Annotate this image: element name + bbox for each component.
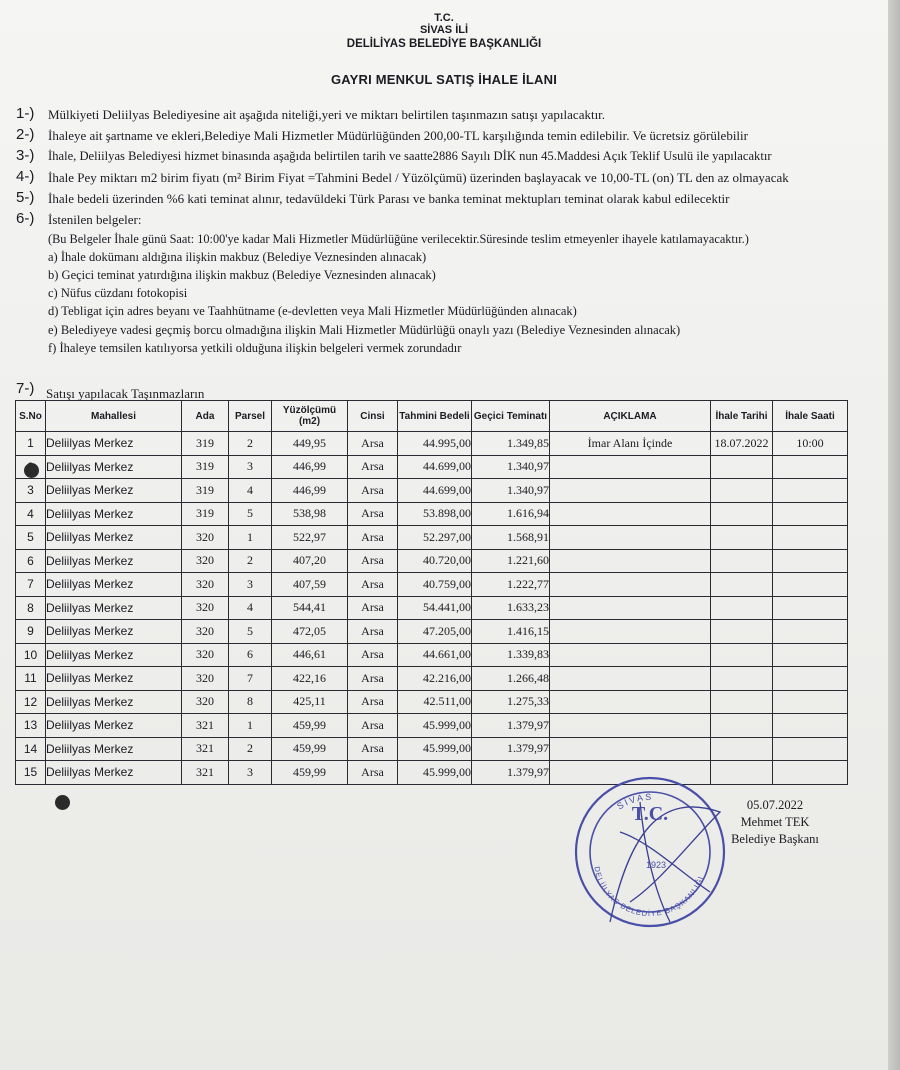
cell-deposit: 1.379,97 [472, 737, 550, 761]
table-row [16, 643, 848, 667]
document-item-b: b) Geçici teminat yatırdığına ilişkin makbuz (Belediye Veznesinden alınacak) [48, 268, 436, 282]
cell-area: 422,16 [272, 667, 348, 691]
cell-description [550, 714, 711, 738]
cell-auction-time [773, 455, 848, 479]
cell-parcel: 3 [229, 761, 272, 785]
cell-area: 449,95 [272, 432, 348, 456]
cell-type: Arsa [348, 502, 398, 526]
seal-year: 1923 [645, 860, 667, 870]
cell-description [550, 549, 711, 573]
cell-auction-time [773, 526, 848, 550]
clause-2-text: İhaleye ait şartname ve ekleri,Belediye Mali Hizmetler Müdürlüğünden 200,00-TL karşılığında temin edilebilir. Ve ücretsiz görülebilir [48, 128, 748, 143]
cell-description [550, 643, 711, 667]
cell-estimated-value: 45.999,00 [398, 714, 472, 738]
cell-auction-time [773, 690, 848, 714]
clause-1-number: 1-) [16, 105, 35, 122]
cell-description [550, 596, 711, 620]
clause-4-number: 4-) [16, 168, 35, 185]
cell-estimated-value: 44.661,00 [398, 643, 472, 667]
header-municipality: DELİLİYAS BELEDİYE BAŞKANLIĞI [346, 38, 542, 50]
table-row [16, 479, 848, 503]
cell-estimated-value: 44.995,00 [398, 432, 472, 456]
cell-area: 459,99 [272, 761, 348, 785]
clause-4-text: İhale Pey miktarı m2 birim fiyatı (m² Birim Fiyat =Tahmini Bedel / Yüzölçümü) üzerinden başlayacak ve 10,00-TL (on) TL den az olmayacak [48, 170, 789, 185]
cell-description [550, 502, 711, 526]
cell-sno: 15 [16, 761, 46, 785]
document-item-d: d) Tebligat için adres beyanı ve Taahhütname (e-devletten veya Mali Hizmetler Müdürlüğünden alınacak) [48, 304, 577, 318]
clause-3-text: İhale, Deliilyas Belediyesi hizmet binasında aşağıda belirtilen tarih ve saatte2886 Sayılı DİK nun 45.Maddesi Açık Teklif Usulü ile yapılacaktır [48, 149, 772, 163]
cell-sno: 4 [16, 502, 46, 526]
cell-auction-time [773, 761, 848, 785]
cell-neighborhood: Deliilyas Merkez [46, 432, 182, 456]
cell-block: 320 [182, 573, 229, 597]
header-block: Ada [182, 401, 229, 432]
cell-auction-date [711, 573, 773, 597]
cell-description [550, 737, 711, 761]
cell-auction-date [711, 455, 773, 479]
cell-estimated-value: 42.511,00 [398, 690, 472, 714]
table-row [16, 714, 848, 738]
table-row [16, 690, 848, 714]
cell-deposit: 1.616,94 [472, 502, 550, 526]
cell-type: Arsa [348, 479, 398, 503]
cell-parcel: 1 [229, 714, 272, 738]
cell-auction-time: 10:00 [773, 432, 848, 456]
cell-auction-date [711, 526, 773, 550]
cell-description [550, 479, 711, 503]
punch-hole-top [24, 463, 39, 478]
cell-type: Arsa [348, 596, 398, 620]
cell-parcel: 4 [229, 479, 272, 503]
cell-auction-time [773, 479, 848, 503]
cell-area: 459,99 [272, 737, 348, 761]
table-caption: Satışı yapılacak Taşınmazların [46, 386, 205, 401]
cell-block: 320 [182, 690, 229, 714]
cell-deposit: 1.379,97 [472, 714, 550, 738]
cell-neighborhood: Deliilyas Merkez [46, 526, 182, 550]
header-description: AÇIKLAMA [550, 401, 711, 432]
cell-block: 320 [182, 620, 229, 644]
cell-type: Arsa [348, 455, 398, 479]
cell-auction-time [773, 737, 848, 761]
cell-auction-time [773, 596, 848, 620]
cell-neighborhood: Deliilyas Merkez [46, 690, 182, 714]
clause-6-number: 6-) [16, 210, 35, 227]
document-item-c: c) Nüfus cüzdanı fotokopisi [48, 286, 188, 300]
cell-auction-date [711, 549, 773, 573]
cell-parcel: 5 [229, 620, 272, 644]
cell-block: 319 [182, 432, 229, 456]
cell-parcel: 2 [229, 549, 272, 573]
cell-parcel: 2 [229, 432, 272, 456]
clause-2-number: 2-) [16, 126, 35, 143]
cell-area: 446,99 [272, 479, 348, 503]
cell-auction-date [711, 596, 773, 620]
cell-block: 321 [182, 737, 229, 761]
cell-area: 522,97 [272, 526, 348, 550]
header-province: SİVAS İLİ [419, 24, 469, 36]
header-parcel: Parsel [229, 401, 272, 432]
cell-auction-date [711, 714, 773, 738]
cell-sno: 7 [16, 573, 46, 597]
cell-type: Arsa [348, 737, 398, 761]
cell-auction-time [773, 502, 848, 526]
header-sno: S.No [16, 401, 46, 432]
cell-neighborhood: Deliilyas Merkez [46, 761, 182, 785]
cell-area: 446,61 [272, 643, 348, 667]
cell-area: 472,05 [272, 620, 348, 644]
cell-description [550, 667, 711, 691]
cell-deposit: 1.568,91 [472, 526, 550, 550]
cell-area: 425,11 [272, 690, 348, 714]
cell-estimated-value: 44.699,00 [398, 479, 472, 503]
cell-block: 320 [182, 667, 229, 691]
cell-type: Arsa [348, 643, 398, 667]
cell-parcel: 2 [229, 737, 272, 761]
header-auction-time: İhale Saati [773, 401, 848, 432]
cell-neighborhood: Deliilyas Merkez [46, 455, 182, 479]
cell-auction-date [711, 502, 773, 526]
cell-estimated-value: 42.216,00 [398, 667, 472, 691]
cell-auction-date [711, 667, 773, 691]
cell-deposit: 1.275,33 [472, 690, 550, 714]
cell-auction-time [773, 573, 848, 597]
table-row [16, 549, 848, 573]
table-row [16, 502, 848, 526]
cell-auction-time [773, 714, 848, 738]
header-estimated-value: Tahmini Bedeli [398, 401, 472, 432]
cell-neighborhood: Deliilyas Merkez [46, 737, 182, 761]
cell-neighborhood: Deliilyas Merkez [46, 502, 182, 526]
cell-sno: 12 [16, 690, 46, 714]
table-row [16, 432, 848, 456]
cell-type: Arsa [348, 714, 398, 738]
cell-deposit: 1.221,60 [472, 549, 550, 573]
cell-sno: 6 [16, 549, 46, 573]
header-auction-date: İhale Tarihi [711, 401, 773, 432]
cell-deposit: 1.349,85 [472, 432, 550, 456]
seal-center-text: T.C. [631, 803, 669, 825]
cell-deposit: 1.266,48 [472, 667, 550, 691]
cell-auction-time [773, 549, 848, 573]
clause-5-number: 5-) [16, 189, 35, 206]
property-table [15, 400, 848, 785]
cell-sno: 13 [16, 714, 46, 738]
table-header-row [16, 401, 848, 432]
punch-hole-bottom [55, 795, 70, 810]
cell-auction-time [773, 620, 848, 644]
document-item-a: a) İhale dokümanı aldığına ilişkin makbuz (Belediye Veznesinden alınacak) [48, 250, 427, 264]
document-item-e: e) Belediyeye vadesi geçmiş borcu olmadığına ilişkin Mali Hizmetler Müdürlüğü onaylı yazı (Belediye Veznesinden alınacak) [48, 323, 681, 337]
cell-estimated-value: 45.999,00 [398, 761, 472, 785]
cell-description [550, 620, 711, 644]
cell-description [550, 690, 711, 714]
cell-block: 319 [182, 479, 229, 503]
cell-auction-time [773, 643, 848, 667]
municipality-seal [570, 772, 730, 932]
signature-date: 05.07.2022 [746, 798, 804, 812]
document-item-f: f) İhaleye temsilen katılıyorsa yetkili olduğuna ilişkin belgeleri vermek zorundadır [48, 341, 462, 355]
cell-type: Arsa [348, 667, 398, 691]
cell-area: 459,99 [272, 714, 348, 738]
cell-deposit: 1.633,23 [472, 596, 550, 620]
cell-parcel: 3 [229, 573, 272, 597]
cell-block: 320 [182, 549, 229, 573]
seal-ring-top-text: SİVAS [615, 791, 654, 812]
cell-block: 320 [182, 596, 229, 620]
cell-neighborhood: Deliilyas Merkez [46, 667, 182, 691]
cell-description [550, 526, 711, 550]
header-neighborhood: Mahallesi [46, 401, 182, 432]
cell-auction-date [711, 737, 773, 761]
cell-auction-date [711, 690, 773, 714]
signature-name: Mehmet TEK [740, 815, 810, 829]
cell-neighborhood: Deliilyas Merkez [46, 643, 182, 667]
cell-description: İmar Alanı İçinde [550, 432, 711, 456]
table-row [16, 667, 848, 691]
cell-auction-date [711, 643, 773, 667]
clause-6-text: İstenilen belgeler: [48, 212, 142, 227]
header-tc: T.C. [434, 12, 454, 24]
cell-deposit: 1.416,15 [472, 620, 550, 644]
cell-auction-date [711, 479, 773, 503]
cell-deposit: 1.340,97 [472, 455, 550, 479]
cell-type: Arsa [348, 573, 398, 597]
clause-5-text: İhale bedeli üzerinden %6 kati teminat alınır, tedavüldeki Türk Parası ve banka teminat mektupları teminat olarak kabul edilecektir [48, 191, 730, 206]
seal-ring-bottom-text: DELİİLYAS BELEDİYE BAŞKANLIĞI [592, 865, 706, 919]
cell-description [550, 455, 711, 479]
cell-sno: 1 [16, 432, 46, 456]
document-title: GAYRI MENKUL SATIŞ İHALE İLANI [330, 72, 558, 87]
cell-parcel: 3 [229, 455, 272, 479]
cell-sno: 8 [16, 596, 46, 620]
cell-auction-date: 18.07.2022 [711, 432, 773, 456]
cell-sno: 10 [16, 643, 46, 667]
cell-parcel: 7 [229, 667, 272, 691]
cell-type: Arsa [348, 690, 398, 714]
cell-neighborhood: Deliilyas Merkez [46, 620, 182, 644]
cell-sno: 3 [16, 479, 46, 503]
cell-block: 321 [182, 714, 229, 738]
cell-sno: 5 [16, 526, 46, 550]
header-area: Yüzölçümü (m2) [272, 401, 348, 432]
table-row [16, 596, 848, 620]
cell-neighborhood: Deliilyas Merkez [46, 549, 182, 573]
cell-block: 321 [182, 761, 229, 785]
cell-area: 544,41 [272, 596, 348, 620]
cell-area: 538,98 [272, 502, 348, 526]
cell-estimated-value: 53.898,00 [398, 502, 472, 526]
clause-1-text: Mülkiyeti Deliilyas Belediyesine ait aşağıda niteliği,yeri ve miktarı belirtilen taşınmazın satışı yapılacaktır. [48, 107, 606, 122]
documents-note: (Bu Belgeler İhale günü Saat: 10:00'ye kadar Mali Hizmetler Müdürlüğüne verilecektir.Süresinde teslim etmeyenler ihayele katılamayacaktır.) [48, 232, 749, 246]
cell-type: Arsa [348, 761, 398, 785]
cell-parcel: 6 [229, 643, 272, 667]
cell-estimated-value: 47.205,00 [398, 620, 472, 644]
section-7-number: 7-) [16, 380, 35, 397]
cell-auction-time [773, 667, 848, 691]
cell-sno: 14 [16, 737, 46, 761]
cell-deposit: 1.339,83 [472, 643, 550, 667]
cell-estimated-value: 54.441,00 [398, 596, 472, 620]
cell-estimated-value: 44.699,00 [398, 455, 472, 479]
table-body [16, 432, 848, 785]
cell-block: 319 [182, 455, 229, 479]
cell-deposit: 1.222,77 [472, 573, 550, 597]
cell-estimated-value: 52.297,00 [398, 526, 472, 550]
cell-block: 320 [182, 643, 229, 667]
cell-estimated-value: 40.720,00 [398, 549, 472, 573]
cell-parcel: 8 [229, 690, 272, 714]
cell-neighborhood: Deliilyas Merkez [46, 573, 182, 597]
cell-type: Arsa [348, 432, 398, 456]
table-row [16, 455, 848, 479]
cell-block: 320 [182, 526, 229, 550]
cell-neighborhood: Deliilyas Merkez [46, 596, 182, 620]
cell-area: 446,99 [272, 455, 348, 479]
cell-parcel: 5 [229, 502, 272, 526]
clause-3-number: 3-) [16, 147, 35, 164]
cell-type: Arsa [348, 620, 398, 644]
cell-sno: 11 [16, 667, 46, 691]
header-type: Cinsi [348, 401, 398, 432]
cell-estimated-value: 45.999,00 [398, 737, 472, 761]
table-row [16, 526, 848, 550]
page-edge [888, 0, 900, 1070]
cell-neighborhood: Deliilyas Merkez [46, 479, 182, 503]
cell-type: Arsa [348, 549, 398, 573]
cell-deposit: 1.379,97 [472, 761, 550, 785]
cell-type: Arsa [348, 526, 398, 550]
cell-parcel: 1 [229, 526, 272, 550]
table-row [16, 737, 848, 761]
cell-area: 407,20 [272, 549, 348, 573]
cell-description [550, 573, 711, 597]
cell-sno: 9 [16, 620, 46, 644]
table-row [16, 573, 848, 597]
cell-block: 319 [182, 502, 229, 526]
header-deposit: Geçici Teminatı [472, 401, 550, 432]
signature-title: Belediye Başkanı [731, 832, 819, 846]
cell-parcel: 4 [229, 596, 272, 620]
cell-area: 407,59 [272, 573, 348, 597]
table-row [16, 620, 848, 644]
cell-neighborhood: Deliilyas Merkez [46, 714, 182, 738]
cell-deposit: 1.340,97 [472, 479, 550, 503]
cell-auction-date [711, 620, 773, 644]
cell-estimated-value: 40.759,00 [398, 573, 472, 597]
